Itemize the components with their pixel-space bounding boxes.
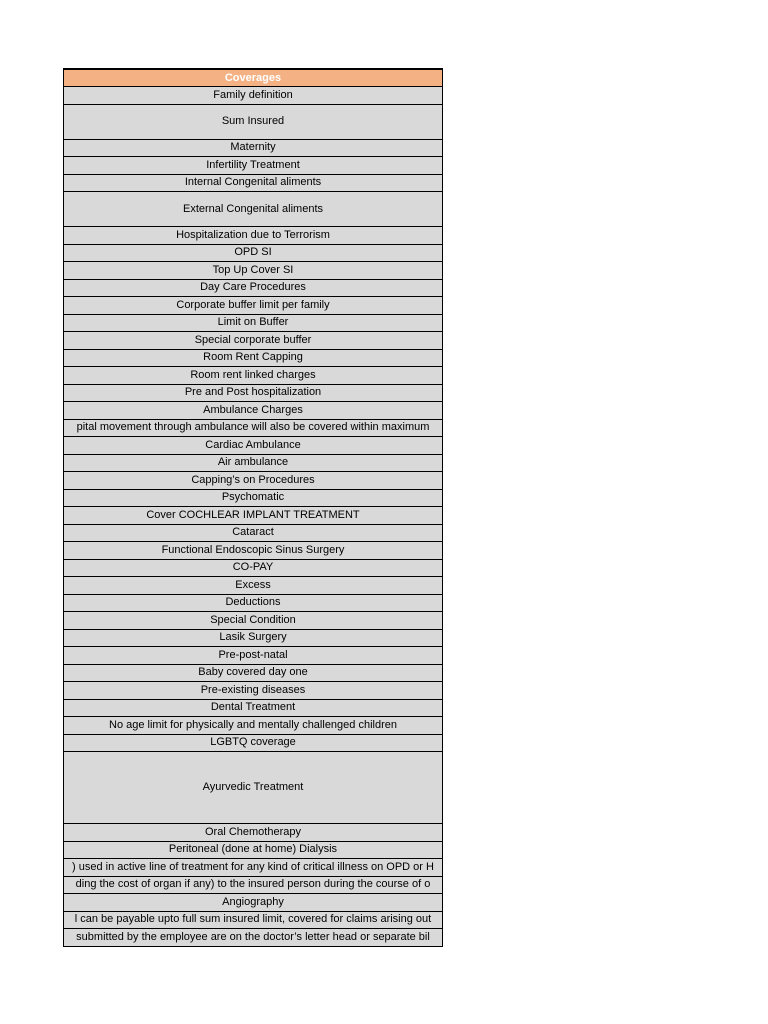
cell-text: Oral Chemotherapy [205, 825, 301, 838]
table-row[interactable] [64, 472, 442, 490]
table-row[interactable] [64, 735, 442, 753]
table-row[interactable] [64, 315, 442, 333]
cell-text: Ambulance Charges [203, 403, 303, 416]
cell-text: submitted by the employee are on the doctor’s letter head or separate bil [76, 930, 430, 943]
cell-text: Psychomatic [221, 491, 285, 504]
table-row[interactable] [64, 350, 442, 368]
table-row[interactable] [64, 929, 442, 947]
table-row[interactable] [64, 894, 442, 912]
cell-text: Ayurvedic Treatment [202, 781, 304, 793]
table-row[interactable] [64, 332, 442, 350]
cell-text: Special corporate buffer [194, 333, 312, 346]
cell-text: OPD SI [234, 246, 272, 259]
cell-text: Excess [235, 578, 271, 591]
cell-text: Air ambulance [217, 456, 289, 469]
table-row[interactable] [64, 877, 442, 895]
table-row[interactable] [64, 752, 442, 824]
table-row[interactable] [64, 227, 442, 245]
cell-text: Lasik Surgery [219, 631, 287, 644]
table-row[interactable] [64, 87, 442, 105]
cell-text: ding the cost of organ if any) to the insured person during the course of o [75, 878, 431, 891]
table-row[interactable] [64, 245, 442, 263]
table-row[interactable] [64, 192, 442, 227]
table-row[interactable] [64, 175, 442, 193]
table-row[interactable] [64, 280, 442, 298]
table-row[interactable] [64, 560, 442, 578]
table-row[interactable] [64, 402, 442, 420]
cell-text: Day Care Procedures [200, 281, 306, 294]
table-row[interactable] [64, 385, 442, 403]
header-label: Coverages [224, 71, 282, 84]
table-row[interactable] [64, 367, 442, 385]
table-row[interactable] [64, 437, 442, 455]
cell-text: l can be payable upto full sum insured limit, covered for claims arising out [74, 913, 432, 926]
cell-text: Deductions [225, 596, 281, 609]
cell-text: Functional Endoscopic Sinus Surgery [161, 543, 345, 556]
cell-text: External Congenital aliments [182, 202, 324, 215]
table-row[interactable] [64, 612, 442, 630]
table-header[interactable] [64, 70, 442, 87]
table-row[interactable] [64, 665, 442, 683]
table-row[interactable] [64, 717, 442, 735]
cell-text: Internal Congenital aliments [184, 176, 322, 189]
cell-text: LGBTQ coverage [210, 736, 296, 749]
table-row[interactable] [64, 507, 442, 525]
table-row[interactable] [64, 700, 442, 718]
cell-text: Capping’s on Procedures [191, 473, 315, 486]
table-row[interactable] [64, 859, 442, 877]
cell-text: Limit on Buffer [217, 316, 289, 329]
table-row[interactable] [64, 420, 442, 438]
cell-text: Hospitalization due to Terrorism [176, 228, 330, 241]
table-row[interactable] [64, 682, 442, 700]
cell-text: Room rent linked charges [190, 368, 316, 381]
cell-text: Room Rent Capping [203, 351, 303, 364]
cell-text: Peritoneal (done at home) Dialysis [168, 843, 338, 856]
cell-text: Special Condition [210, 613, 296, 626]
table-row[interactable] [64, 842, 442, 860]
cell-text: Pre and Post hospitalization [184, 386, 322, 399]
cell-text: ) used in active line of treatment for any kind of critical illness on OPD or H [72, 860, 434, 873]
cell-text: Top Up Cover SI [212, 263, 294, 276]
cell-text: pital movement through ambulance will also be covered within maximum [76, 421, 430, 434]
cell-text: Angiography [222, 895, 284, 908]
cell-text: CO-PAY [232, 561, 274, 574]
table-row[interactable] [64, 490, 442, 508]
table-row[interactable] [64, 525, 442, 543]
cell-text: Sum Insured [221, 115, 285, 127]
table-row[interactable] [64, 105, 442, 140]
cell-text: Cardiac Ambulance [205, 438, 301, 451]
table-row[interactable] [64, 630, 442, 648]
cell-text: Maternity [230, 141, 276, 154]
cell-text: Pre-existing diseases [200, 683, 306, 696]
cell-text: Pre-post-natal [218, 648, 288, 661]
table-row[interactable] [64, 824, 442, 842]
cell-text: Cover COCHLEAR IMPLANT TREATMENT [146, 508, 360, 521]
table-row[interactable] [64, 647, 442, 665]
cell-text: Cataract [232, 526, 274, 539]
coverages-table [63, 68, 443, 947]
cell-text: Infertility Treatment [206, 158, 300, 171]
table-row[interactable] [64, 912, 442, 930]
table-row[interactable] [64, 140, 442, 158]
cell-text: Baby covered day one [198, 666, 308, 679]
cell-text: Corporate buffer limit per family [176, 298, 330, 311]
table-row[interactable] [64, 297, 442, 315]
cell-text: Dental Treatment [210, 701, 296, 714]
table-row[interactable] [64, 262, 442, 280]
table-row[interactable] [64, 595, 442, 613]
table-row[interactable] [64, 542, 442, 560]
table-row[interactable] [64, 577, 442, 595]
cell-text: No age limit for physically and mentally challenged children [109, 718, 397, 731]
cell-text: Family definition [213, 88, 293, 101]
table-row[interactable] [64, 157, 442, 175]
table-row[interactable] [64, 455, 442, 473]
